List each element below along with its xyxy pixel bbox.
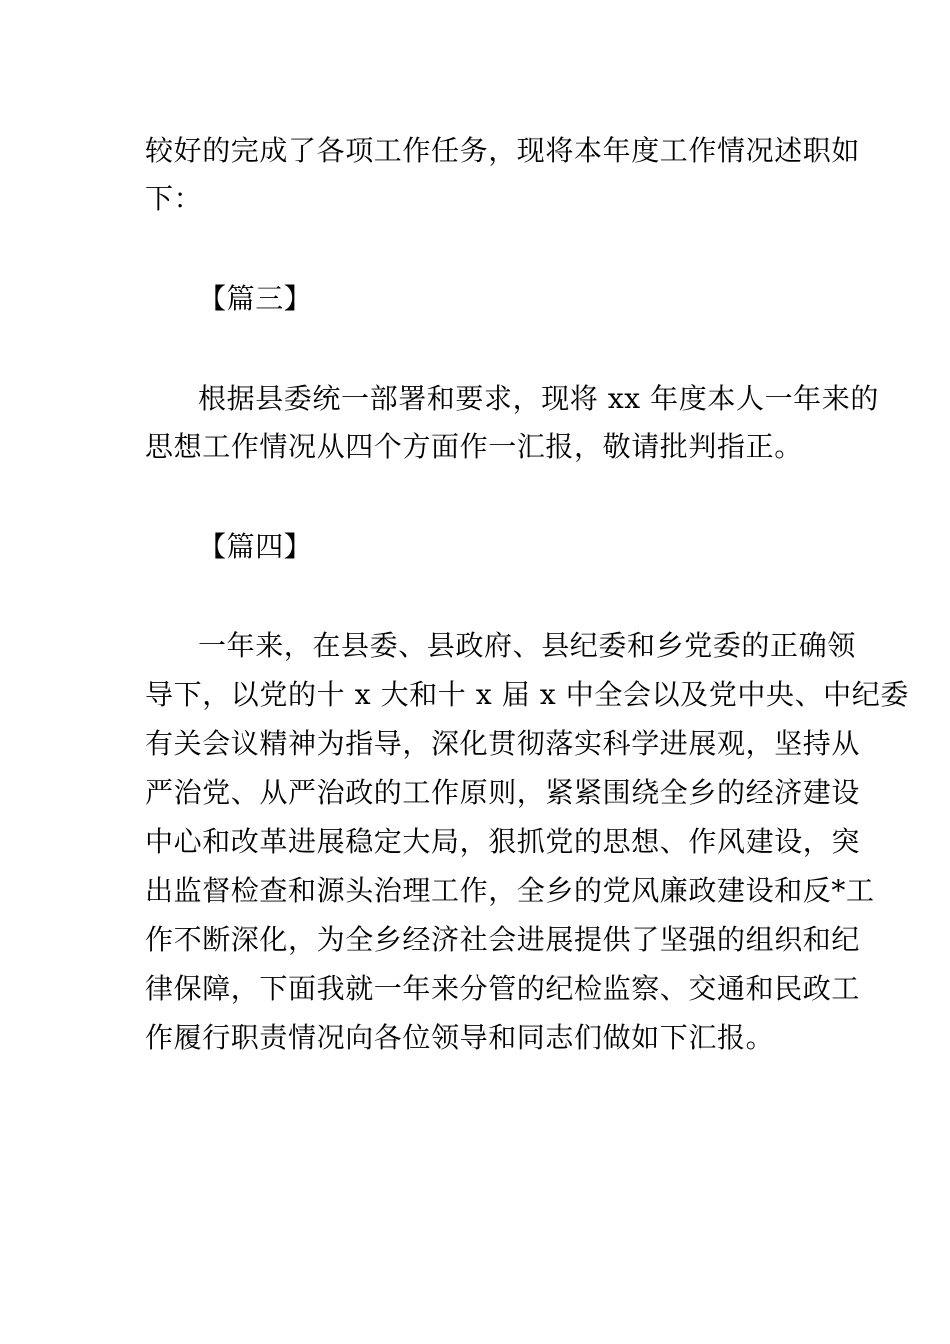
paragraph-line: 出监督检查和源头治理工作，全乡的党风廉政建设和反*工 [145, 874, 875, 907]
intro-line: 较好的完成了各项工作任务，现将本年度工作情况述职如 [145, 134, 861, 167]
section-heading: 【篇三】 [198, 282, 313, 315]
paragraph-line: 思想工作情况从四个方面作一汇报，敬请批判指正。 [145, 430, 803, 463]
paragraph-line: 作履行职责情况向各位领导和同志们做如下汇报。 [145, 1021, 775, 1054]
paragraph-line: 作不断深化，为全乡经济社会进展提供了坚强的组织和纪 [145, 923, 861, 956]
paragraph-line: 有关会议精神为指导，深化贯彻落实科学进展观，坚持从 [145, 727, 861, 760]
paragraph-line: 律保障，下面我就一年来分管的纪检监察、交通和民政工 [145, 972, 861, 1005]
paragraph-line: 中心和改革进展稳定大局，狠抓党的思想、作风建设，突 [145, 825, 861, 858]
section-heading: 【篇四】 [198, 530, 313, 563]
paragraph-line: 导下，以党的十 x 大和十 x 届 x 中全会以及党中央、中纪委 [145, 678, 909, 711]
paragraph-line: 严治党、从严治政的工作原则，紧紧围绕全乡的经济建设 [145, 776, 861, 809]
intro-line: 下： [145, 182, 203, 215]
paragraph-line: 一年来，在县委、县政府、县纪委和乡党委的正确领 [198, 629, 856, 662]
paragraph-line: 根据县委统一部署和要求，现将 xx 年度本人一年来的 [198, 382, 879, 415]
